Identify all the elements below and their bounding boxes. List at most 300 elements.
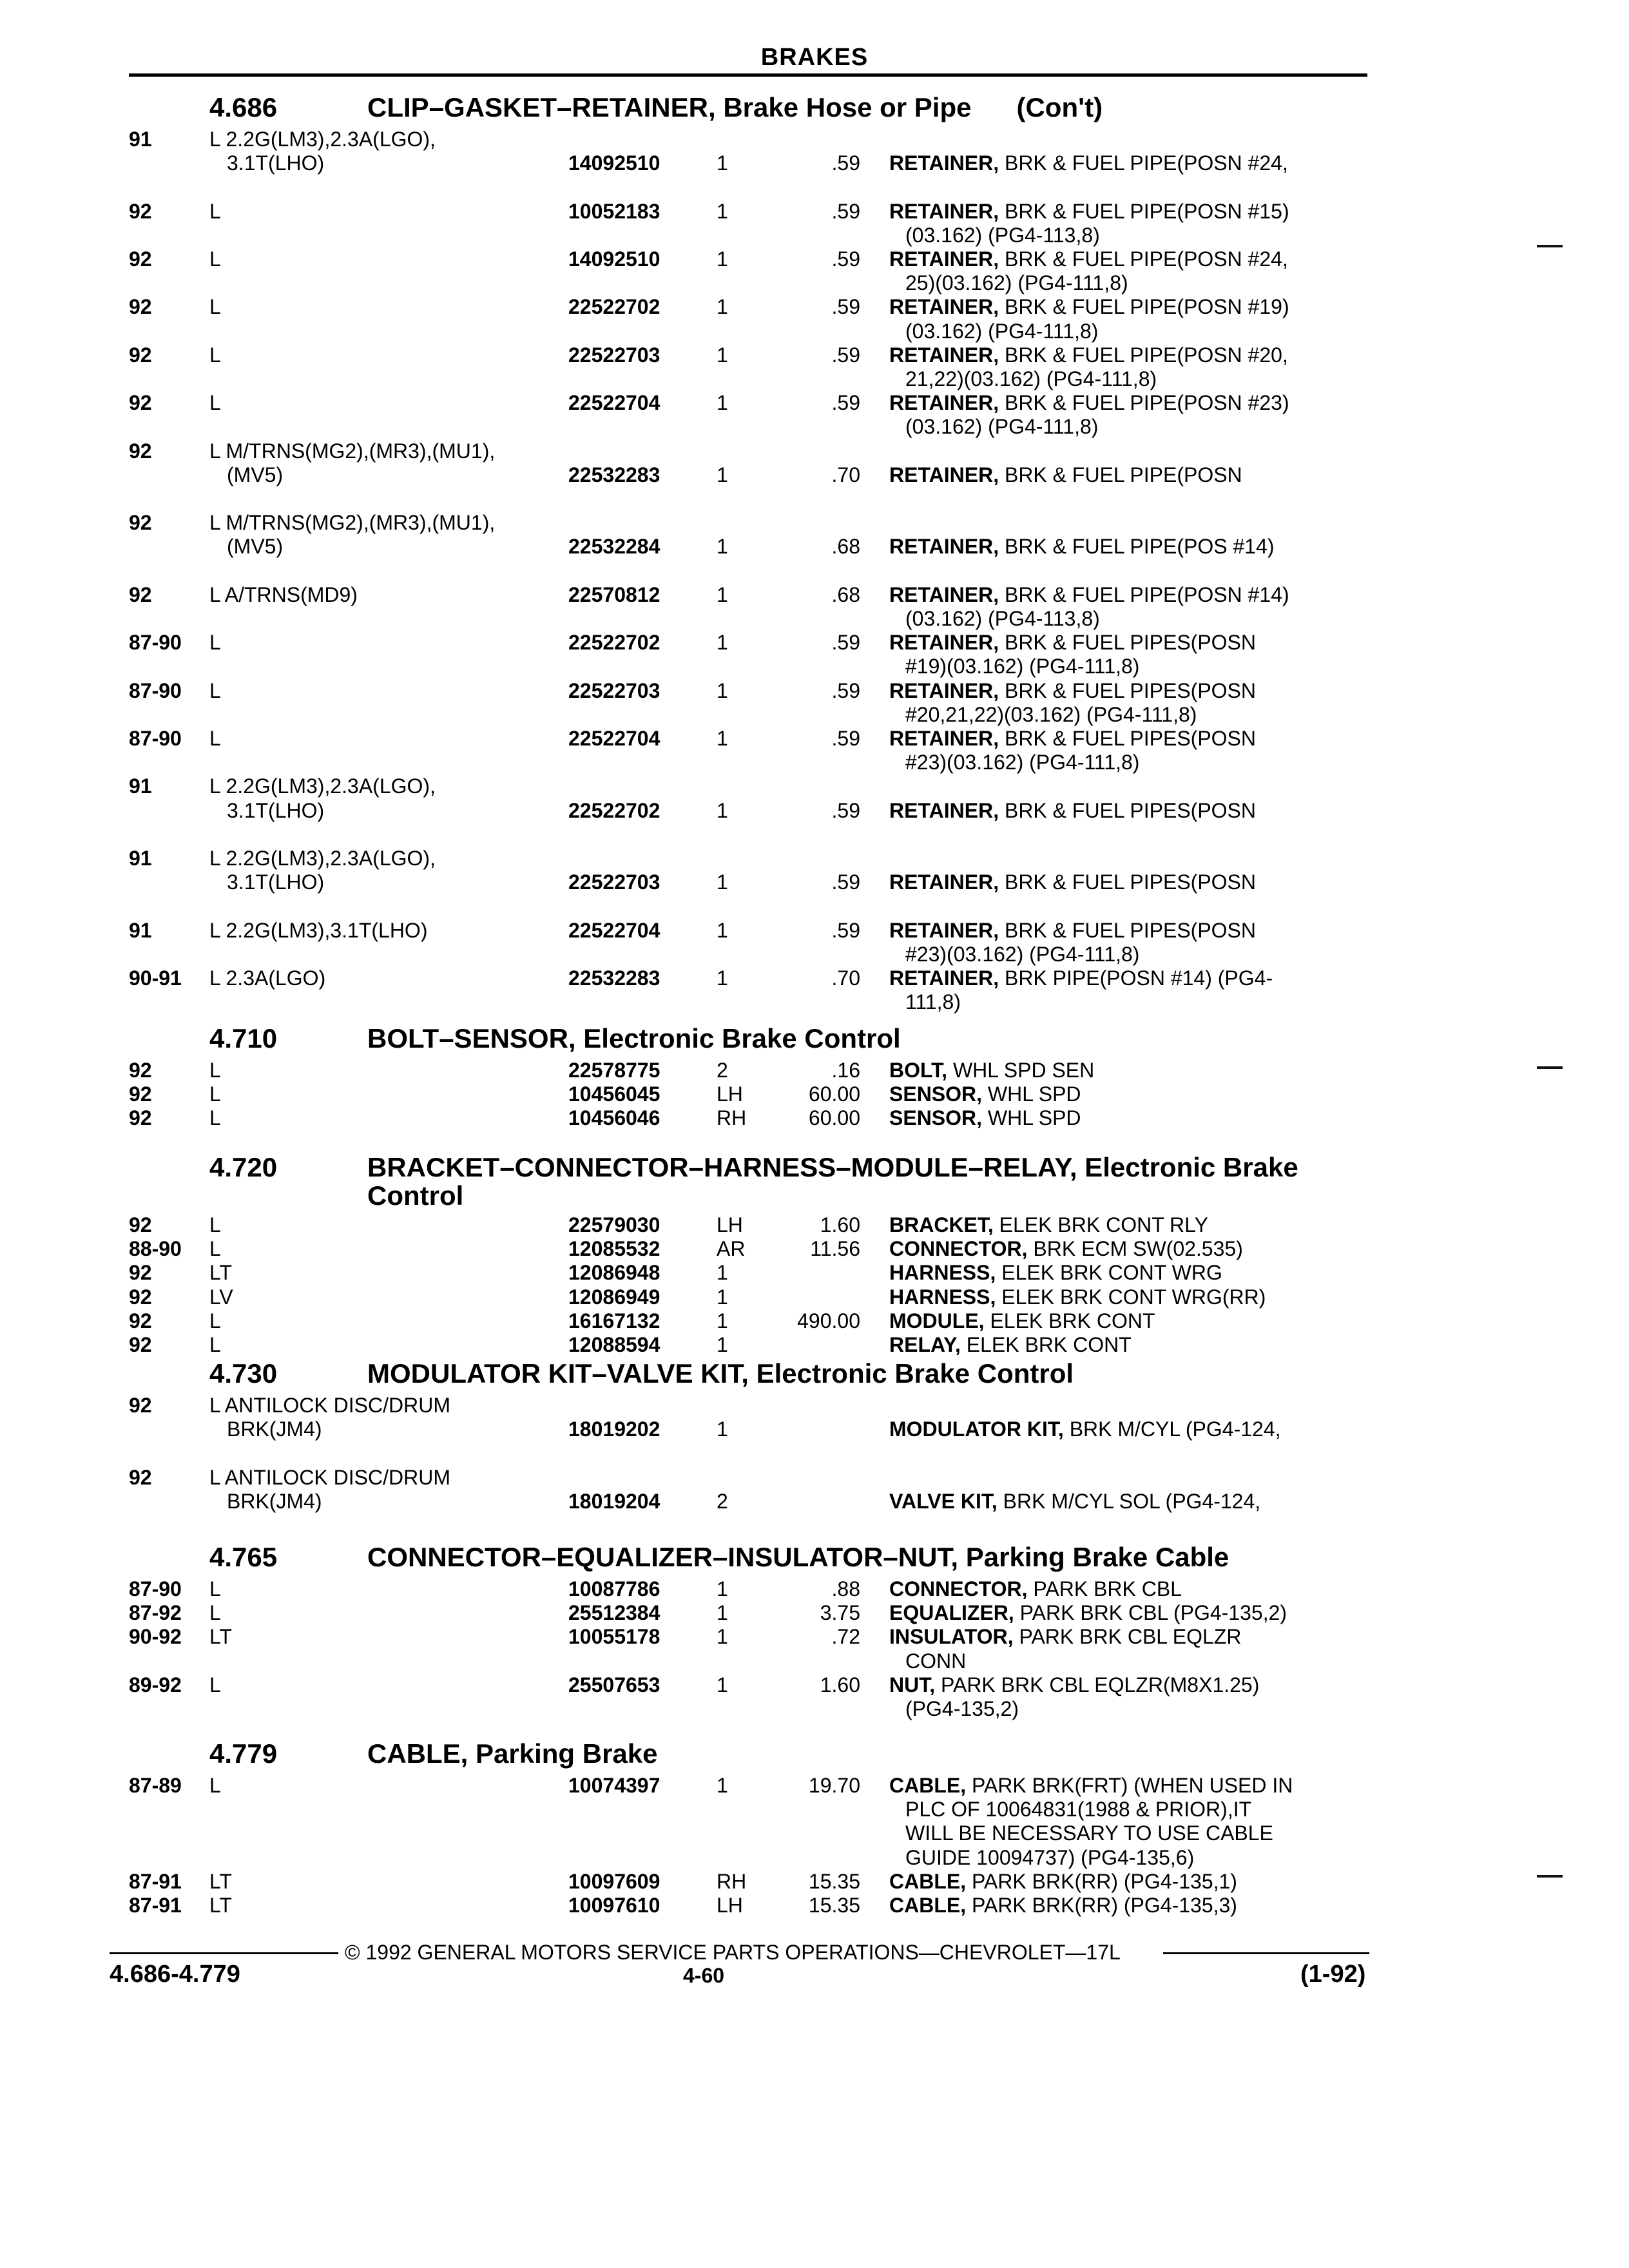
footer-page-number: 4-60 [683,1964,725,1987]
description: WILL BE NECESSARY TO USE CABLE [905,1821,1273,1845]
description: #23)(03.162) (PG4-111,8) [905,942,1140,966]
description [889,582,1289,607]
quantity: 1 [717,295,728,319]
parts-row-line [0,1577,1629,1601]
part-name: RETAINER, [889,151,999,175]
part-number: 10087786 [568,1577,660,1600]
model-year: 87-90 [129,678,182,702]
model-year: 92 [129,391,152,415]
model-year: 92 [129,1465,152,1489]
part-name: RETAINER, [889,463,999,486]
application: L [209,727,221,750]
quantity: 1 [717,1309,728,1332]
description-text: BRK M/CYL SOL (PG4-124, [1003,1489,1261,1513]
description-text: PARK BRK(RR) (PG4-135,1) [972,1869,1237,1893]
model-year: 87-90 [129,631,182,655]
part-number: 22522704 [568,918,660,942]
model-year: 87-91 [129,1869,182,1893]
description: (03.162) (PG4-113,8) [905,223,1100,247]
part-number: 12088594 [568,1333,660,1356]
part-name: HARNESS, [889,1285,996,1309]
section-subtitle: Electronic Brake [1084,1152,1298,1182]
model-year: 92 [129,582,152,606]
parts-row-line [0,199,1629,224]
parts-row-line [0,1332,1629,1357]
application: L [209,1333,221,1356]
quantity: 1 [717,1261,728,1285]
application: L [209,1774,221,1797]
quantity: AR [717,1237,746,1261]
description-text: BRK ECM SW(02.535) [1033,1237,1243,1261]
quantity: 1 [717,631,728,655]
quantity: 1 [717,918,728,942]
description-text: WHL SPD SEN [952,1059,1095,1082]
application: L ANTILOCK DISC/DRUM [209,1465,450,1489]
part-name: RELAY, [889,1333,961,1356]
part-number: 18019202 [568,1418,660,1441]
part-name: RETAINER, [889,199,999,223]
parts-row-line [0,630,1629,655]
description: (03.162) (PG4-111,8) [905,415,1099,439]
parts-row-line [0,271,1629,295]
quantity: 1 [717,151,728,175]
description [889,1082,1081,1106]
description-text: ELEK BRK CONT WRG(RR) [1001,1285,1266,1309]
description [889,966,1273,990]
model-year: 92 [129,1333,152,1356]
footer-copyright: © 1992 GENERAL MOTORS SERVICE PARTS OPERATIONS—CHEVROLET—17L [345,1941,1121,1964]
description: (03.162) (PG4-111,8) [905,319,1099,343]
quantity: 1 [717,798,728,822]
quantity: 1 [717,870,728,894]
model-year: 90-91 [129,966,182,990]
part-name: RETAINER, [889,966,999,990]
section-number: 4.720 [209,1152,278,1182]
description-text: ELEK BRK CONT RLY [999,1213,1208,1236]
description [889,1624,1241,1649]
description [889,726,1256,751]
description-text: BRK & FUEL PIPE(POS #14) [1004,535,1275,559]
description-text: PARK BRK CBL EQLZR(M8X1.25) [941,1673,1260,1696]
part-name: INSULATOR, [889,1625,1014,1649]
parts-row-line [0,1417,1629,1441]
parts-row-line [0,1082,1629,1106]
parts-row-line [0,966,1629,990]
parts-row-line [0,1624,1629,1649]
footer-date: (1-92) [1300,1961,1366,1988]
model-year: 92 [129,1261,152,1285]
description [889,1213,1208,1237]
parts-row-line [0,223,1629,247]
description-text: PARK BRK(RR) (PG4-135,3) [972,1894,1237,1917]
parts-row-line [0,870,1629,894]
parts-row-line [0,1673,1629,1697]
price: .59 [831,798,860,822]
application: LT [209,1894,232,1917]
parts-row-line [0,463,1629,487]
quantity: 1 [717,247,728,271]
description-text: BRK & FUEL PIPE(POSN #15) [1004,199,1289,223]
part-number: 22522703 [568,678,660,702]
part-name: RETAINER, [889,918,999,942]
quantity: 1 [717,1673,728,1696]
part-number: 10456045 [568,1082,660,1106]
description-text: BRK & FUEL PIPE(POSN #24, [1004,151,1288,175]
part-name: RETAINER, [889,798,999,822]
parts-row-line [0,247,1629,271]
parts-row-line [0,1696,1629,1721]
section-title-main: CABLE, [367,1738,468,1769]
quantity: RH [717,1869,747,1893]
price: 3.75 [820,1601,860,1625]
model-year: 87-90 [129,1577,182,1600]
part-number: 14092510 [568,151,660,175]
part-number: 10052183 [568,199,660,223]
price: 15.35 [808,1869,860,1893]
price: .70 [831,966,860,990]
description-text: BRK & FUEL PIPES(POSN [1004,918,1256,942]
description: CONN [905,1649,967,1673]
section-number: 4.686 [209,92,278,122]
application: L 2.2G(LM3),2.3A(LGO), [209,128,436,151]
description: (PG4-135,2) [905,1697,1019,1720]
price: .68 [831,582,860,606]
quantity: 1 [717,1418,728,1441]
quantity: 1 [717,463,728,486]
description-text: PARK BRK CBL (PG4-135,2) [1019,1601,1287,1625]
part-number: 22522704 [568,391,660,415]
application: L [209,1577,221,1600]
part-name: HARNESS, [889,1261,996,1285]
quantity: LH [717,1213,743,1236]
parts-row-line [0,1106,1629,1130]
price: .59 [831,918,860,942]
price: .59 [831,678,860,702]
parts-row-line [0,294,1629,319]
part-number: 10456046 [568,1106,660,1130]
part-name: RETAINER, [889,391,999,415]
description [889,678,1256,703]
price: 1.60 [820,1213,860,1236]
application: L M/TRNS(MG2),(MR3),(MU1), [209,511,496,535]
application: L A/TRNS(MD9) [209,582,358,606]
part-name: VALVE KIT, [889,1489,998,1513]
parts-row-line [0,1309,1629,1333]
section-title-main: MODULATOR KIT–VALVE KIT, [367,1358,749,1389]
parts-row-line [0,390,1629,415]
section-title-main: CONNECTOR–EQUALIZER–INSULATOR–NUT, [367,1542,959,1572]
description [889,1417,1281,1441]
part-number: 10097610 [568,1894,660,1917]
application: L [209,1082,221,1106]
price: 1.60 [820,1673,860,1696]
part-name: NUT, [889,1673,936,1696]
application: LT [209,1625,232,1649]
price: .59 [831,870,860,894]
section-title [367,1024,901,1053]
section-subtitle: Electronic Brake Control [583,1023,901,1053]
model-year: 92 [129,1106,152,1130]
price: 15.35 [808,1894,860,1917]
description: #20,21,22)(03.162) (PG4-111,8) [905,702,1197,726]
part-name: RETAINER, [889,727,999,750]
price: 60.00 [808,1106,860,1130]
parts-row-line [0,1821,1629,1845]
application: L [209,247,221,271]
price: .70 [831,463,860,486]
part-number: 12086949 [568,1285,660,1309]
quantity: 1 [717,1333,728,1356]
parts-row-line [0,367,1629,391]
quantity: 1 [717,727,728,750]
section-title [367,1740,658,1768]
description-text: PARK BRK CBL EQLZR [1019,1625,1242,1649]
description-text: BRK & FUEL PIPES(POSN [1004,727,1256,750]
part-name: CONNECTOR, [889,1577,1028,1600]
description-text: BRK & FUEL PIPES(POSN [1004,870,1256,894]
quantity: 1 [717,966,728,990]
parts-row-line [0,1773,1629,1798]
parts-row-line [0,990,1629,1014]
quantity: 1 [717,343,728,367]
parts-row-line [0,1649,1629,1673]
part-number: 25507653 [568,1673,660,1696]
description-text: PARK BRK CBL [1033,1577,1182,1600]
part-name: MODULATOR KIT, [889,1418,1064,1441]
description [889,870,1256,894]
parts-row-line [0,846,1629,870]
application: L 2.2G(LM3),2.3A(LGO), [209,774,436,798]
section-continued: (Con't) [1016,92,1103,122]
application: LT [209,1261,232,1285]
model-year: 92 [129,1082,152,1106]
description: PLC OF 10064831(1988 & PRIOR),IT [905,1798,1252,1821]
application: L 2.2G(LM3),2.3A(LGO), [209,847,436,870]
description-text: WHL SPD [987,1082,1081,1106]
parts-row-line [0,127,1629,151]
description: 111,8) [905,990,961,1014]
model-year: 89-92 [129,1673,182,1696]
part-number: 22522704 [568,727,660,750]
application: L ANTILOCK DISC/DRUM [209,1394,450,1417]
description [889,199,1289,224]
model-year: 90-92 [129,1625,182,1649]
price: .59 [831,247,860,271]
section-title [367,1153,1298,1210]
part-number: 18019204 [568,1489,660,1513]
model-year: 87-89 [129,1774,182,1797]
description: 25)(03.162) (PG4-111,8) [905,271,1128,295]
quantity: 2 [717,1059,728,1082]
description [889,247,1288,271]
model-year: 92 [129,439,152,463]
parts-row-line [0,151,1629,175]
part-name: BRACKET, [889,1213,994,1236]
description [889,294,1289,319]
quantity: 1 [717,1774,728,1797]
quantity: 1 [717,678,728,702]
description [889,390,1289,415]
parts-row-line [0,942,1629,966]
part-number: 25512384 [568,1601,660,1625]
section-number: 4.765 [209,1542,278,1572]
margin-tick [1537,1875,1563,1878]
price: .72 [831,1625,860,1649]
section-title [367,93,1103,122]
model-year: 87-92 [129,1601,182,1625]
application: L [209,343,221,367]
model-year: 92 [129,1394,152,1417]
parts-row-line [0,1260,1629,1285]
application: L M/TRNS(MG2),(MR3),(MU1), [209,439,496,463]
application: L 2.3A(LGO) [209,966,326,990]
parts-row-line [0,918,1629,943]
description [889,1260,1222,1285]
model-year: 91 [129,128,152,151]
application: 3.1T(LHO) [227,151,325,175]
footer-rule-right [1163,1952,1369,1954]
application: L [209,631,221,655]
quantity: 1 [717,199,728,223]
parts-row-line [0,654,1629,678]
model-year: 91 [129,918,152,942]
part-number: 22579030 [568,1213,660,1236]
part-number: 12086948 [568,1261,660,1285]
application: BRK(JM4) [227,1418,322,1441]
parts-row-line [0,606,1629,631]
application: L [209,1673,221,1696]
part-name: CABLE, [889,1894,967,1917]
parts-row-line [0,319,1629,343]
section-number: 4.710 [209,1023,278,1053]
part-number: 22522702 [568,631,660,655]
parts-row-line [0,798,1629,823]
description-text: ELEK BRK CONT WRG [1001,1261,1222,1285]
price: .88 [831,1577,860,1600]
part-number: 22532283 [568,463,660,486]
part-number: 22532283 [568,966,660,990]
part-number: 22522702 [568,295,660,319]
parts-row-line [0,1600,1629,1625]
description [889,1106,1081,1130]
description [889,534,1274,559]
part-number: 22522702 [568,798,660,822]
application: L [209,1309,221,1332]
model-year: 92 [129,199,152,223]
price: 19.70 [808,1774,860,1797]
application: L [209,295,221,319]
description-text: BRK & FUEL PIPE(POSN #20, [1004,343,1288,367]
quantity: 1 [717,1601,728,1625]
description [889,1600,1287,1625]
description [889,1058,1094,1082]
section-subtitle: Parking Brake [476,1738,658,1769]
section-title [367,1543,1229,1571]
parts-row-line [0,702,1629,727]
price: 60.00 [808,1082,860,1106]
description [889,1489,1260,1514]
part-name: MODULE, [889,1309,985,1332]
application: 3.1T(LHO) [227,870,325,894]
price: 11.56 [810,1237,860,1261]
description-text: BRK & FUEL PIPES(POSN [1004,798,1256,822]
quantity: 1 [717,1577,728,1600]
part-name: CONNECTOR, [889,1237,1028,1261]
part-name: RETAINER, [889,631,999,655]
part-number: 14092510 [568,247,660,271]
model-year: 91 [129,847,152,870]
model-year: 92 [129,1285,152,1309]
price: 490.00 [797,1309,860,1332]
description: GUIDE 10094737) (PG4-135,6) [905,1845,1195,1869]
parts-row-line [0,1393,1629,1418]
model-year: 92 [129,1213,152,1236]
price: .59 [831,151,860,175]
application: BRK(JM4) [227,1489,322,1513]
model-year: 92 [129,1059,152,1082]
section-number: 4.730 [209,1358,278,1389]
part-number: 12085532 [568,1237,660,1261]
part-number: 22570812 [568,582,660,606]
part-number: 22532284 [568,535,660,559]
description: #19)(03.162) (PG4-111,8) [905,655,1140,678]
part-name: EQUALIZER, [889,1601,1014,1625]
description-text: BRK & FUEL PIPE(POSN #14) [1004,582,1289,606]
application: L [209,391,221,415]
description-text: BRK & FUEL PIPES(POSN [1004,678,1256,702]
application: (MV5) [227,463,284,486]
parts-row-line [0,1845,1629,1870]
parts-row-line [0,582,1629,607]
description-text: PARK BRK(FRT) (WHEN USED IN [972,1774,1293,1797]
description-text: BRK & FUEL PIPE(POSN #24, [1004,247,1288,271]
price: .59 [831,295,860,319]
description [889,630,1256,655]
part-name: RETAINER, [889,535,999,559]
description-text: ELEK BRK CONT [966,1333,1132,1356]
application: 3.1T(LHO) [227,798,325,822]
page-title: BRAKES [760,44,869,71]
footer-range: 4.686-4.779 [110,1961,240,1988]
section-subtitle: Brake Hose or Pipe [723,92,972,122]
description [889,1673,1259,1697]
price: .16 [831,1059,860,1082]
model-year: 92 [129,511,152,535]
parts-row-line [0,1213,1629,1237]
part-number: 10097609 [568,1869,660,1893]
model-year: 92 [129,1309,152,1332]
quantity: RH [717,1106,747,1130]
section-number: 4.779 [209,1738,278,1769]
footer-rule-left [110,1952,338,1954]
description: #23)(03.162) (PG4-111,8) [905,751,1140,774]
quantity: 1 [717,391,728,415]
model-year: 91 [129,774,152,798]
price: .68 [831,535,860,559]
description-text: BRK & FUEL PIPE(POSN #19) [1004,295,1289,319]
model-year: 92 [129,295,152,319]
margin-tick [1537,245,1563,247]
parts-row-line [0,534,1629,559]
part-name: SENSOR, [889,1106,983,1130]
description-text: BRK & FUEL PIPE(POSN #23) [1004,391,1289,415]
description [889,1309,1155,1333]
quantity: LH [717,1894,743,1917]
part-number: 10055178 [568,1625,660,1649]
part-number: 22522703 [568,343,660,367]
description [889,1285,1266,1309]
application: L [209,1213,221,1236]
